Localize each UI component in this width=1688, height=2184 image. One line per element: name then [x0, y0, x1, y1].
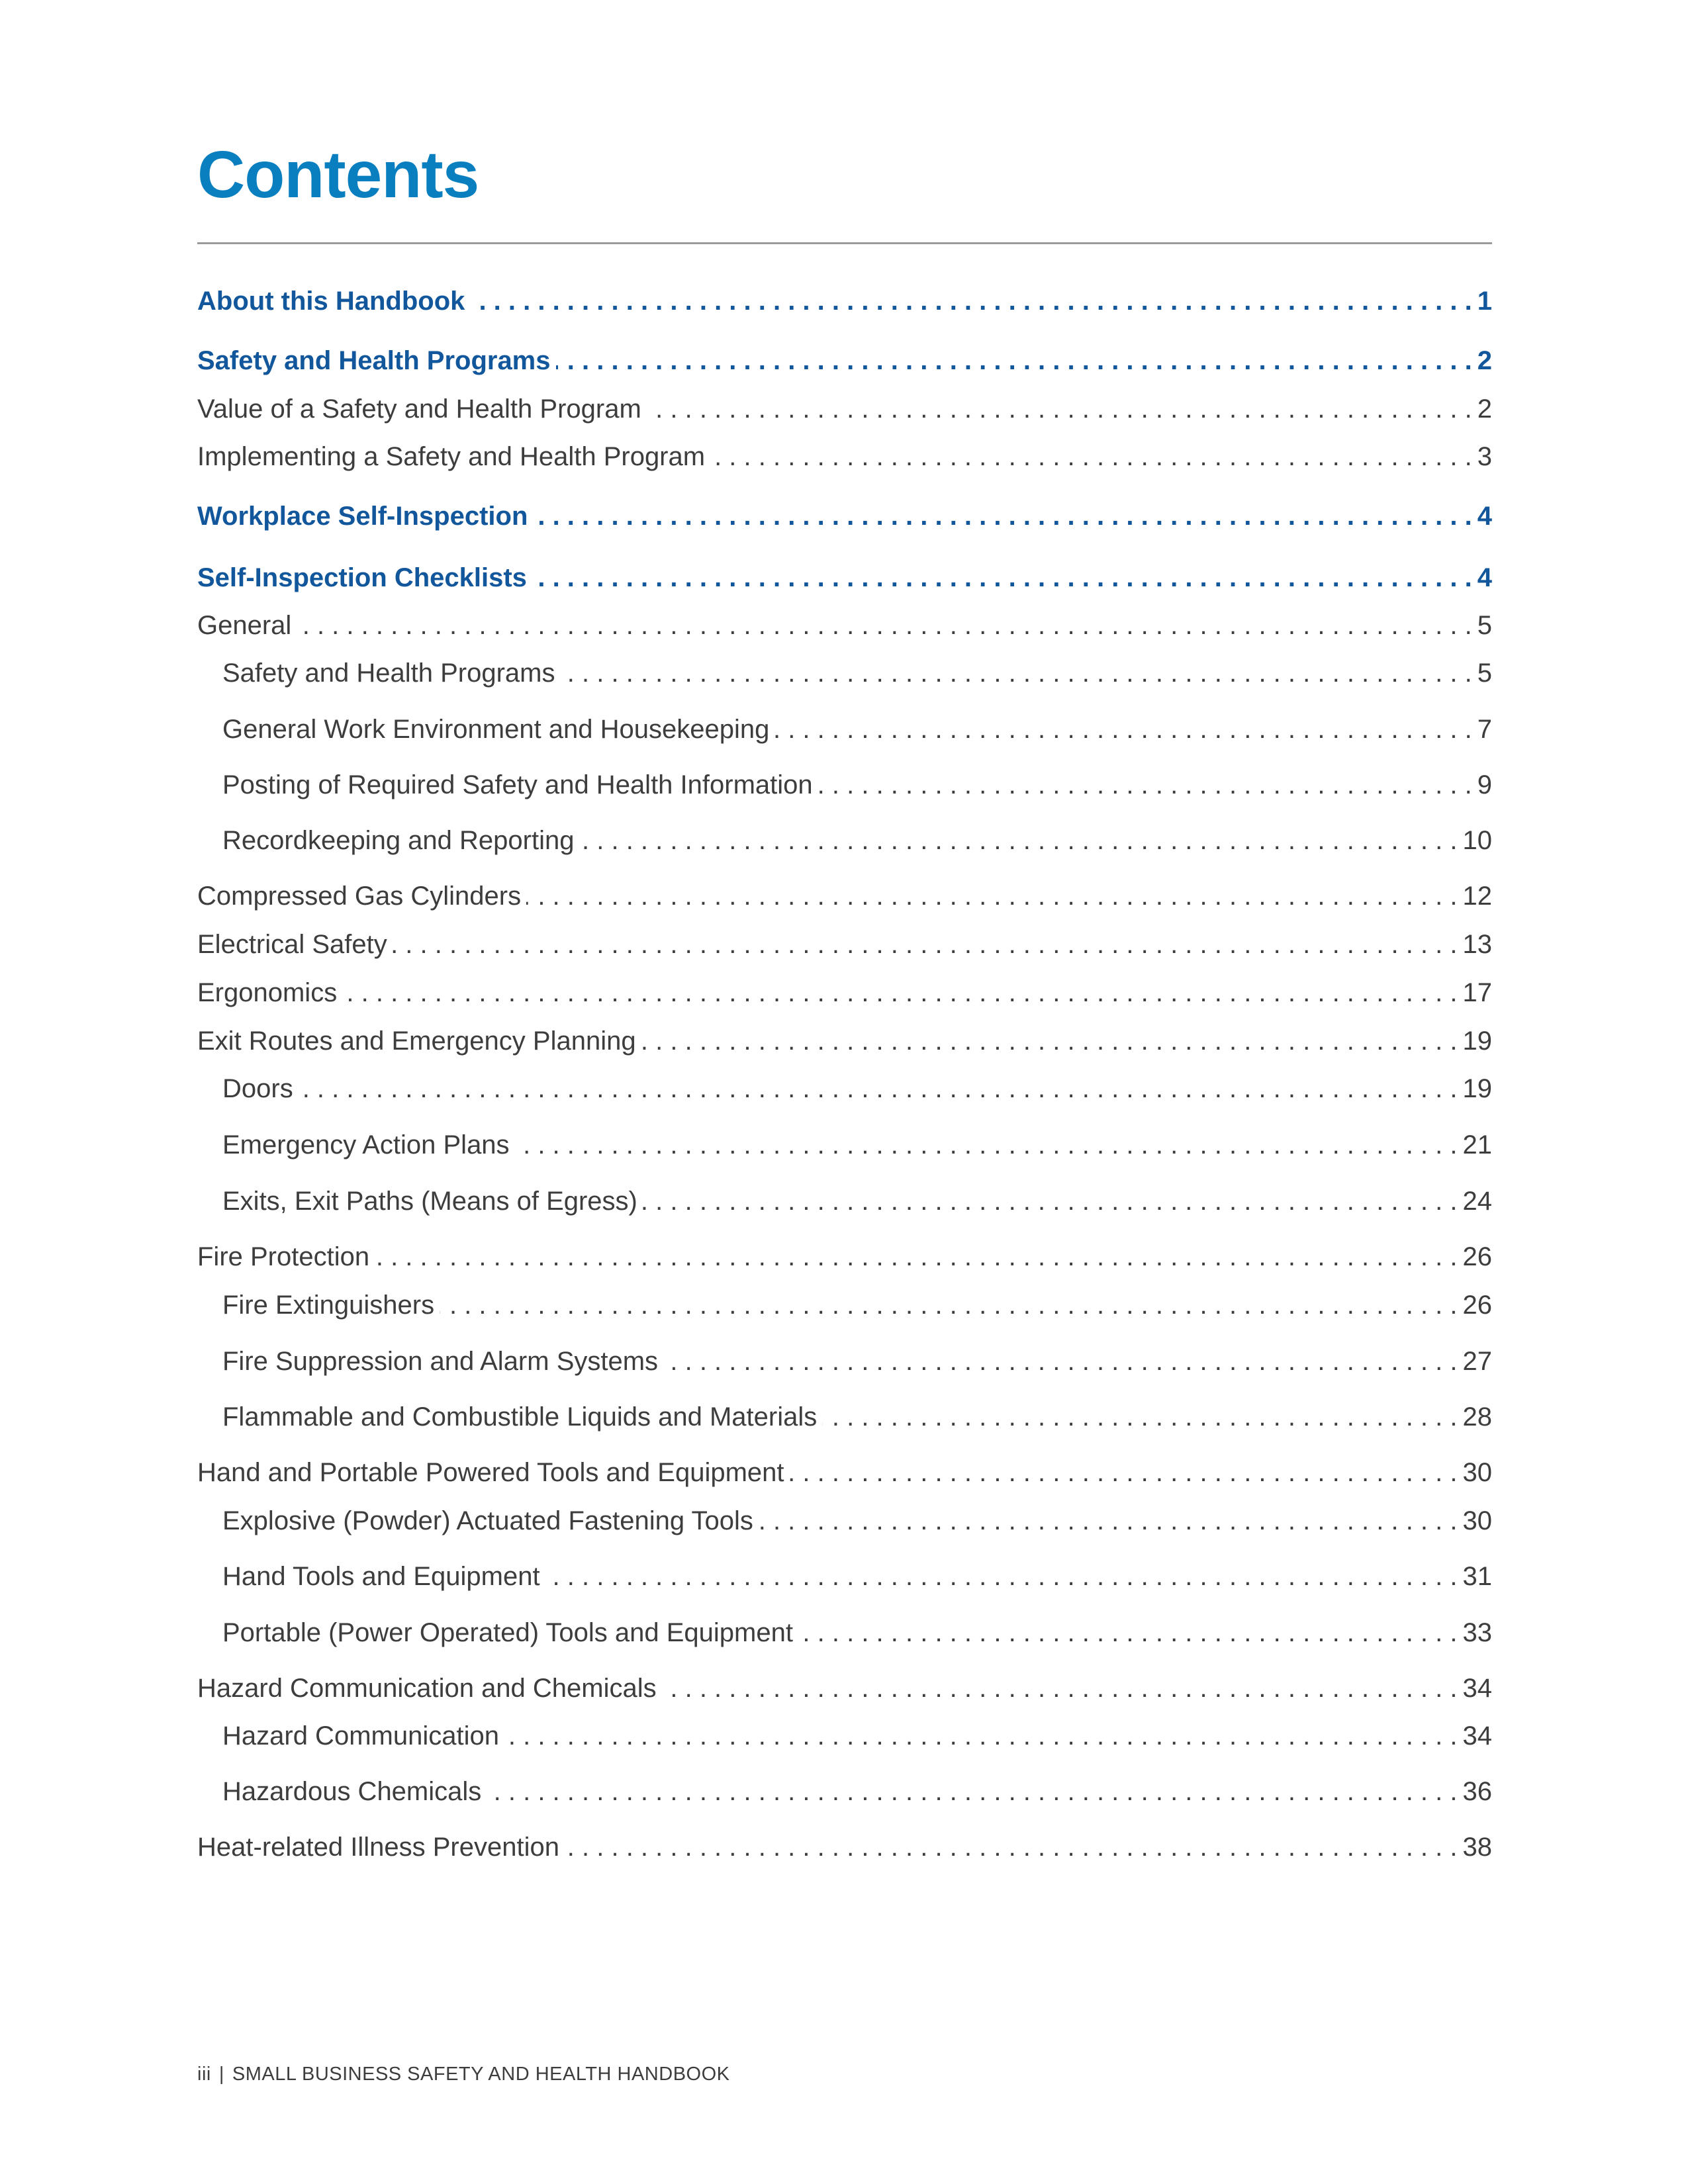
toc-page-number: 19: [1462, 1074, 1492, 1103]
toc-row[interactable]: [197, 974, 1492, 1011]
toc-page-number: 9: [1477, 770, 1492, 799]
dot-leader: [515, 1126, 1458, 1163]
toc-page-number: 38: [1462, 1833, 1492, 1862]
toc-page-number: 1: [1477, 287, 1492, 316]
toc-page-number: 3: [1477, 442, 1492, 471]
dot-leader: [556, 342, 1472, 379]
toc-row[interactable]: [197, 655, 1492, 692]
toc-page-number: 26: [1462, 1291, 1492, 1320]
dot-leader: [798, 1614, 1458, 1651]
toc-row[interactable]: [197, 1287, 1492, 1324]
toc-label: Recordkeeping and Reporting: [222, 826, 575, 855]
toc-label: Posting of Required Safety and Health Information: [222, 770, 813, 799]
toc-row[interactable]: [197, 1126, 1492, 1163]
toc-row[interactable]: [197, 1773, 1492, 1810]
toc-page-number: 34: [1462, 1674, 1492, 1703]
toc-row[interactable]: [197, 1343, 1492, 1380]
toc-label: Safety and Health Programs: [222, 659, 555, 688]
toc-label: Workplace Self-Inspection: [197, 502, 528, 531]
dot-leader: [643, 1183, 1458, 1220]
dot-leader: [375, 1238, 1457, 1275]
dot-leader: [560, 655, 1472, 692]
toc-row[interactable]: [197, 1829, 1492, 1866]
toc-row[interactable]: [197, 926, 1492, 963]
toc-page-number: 26: [1462, 1242, 1492, 1271]
toc-row[interactable]: [197, 1454, 1492, 1491]
dot-leader: [818, 766, 1472, 803]
dot-leader: [641, 1023, 1458, 1060]
toc-row[interactable]: [197, 766, 1492, 803]
dot-leader: [579, 822, 1457, 859]
toc-page-number: 12: [1462, 882, 1492, 911]
toc-label: Portable (Power Operated) Tools and Equipment: [222, 1618, 793, 1647]
toc-label: Doors: [222, 1074, 293, 1103]
toc-label: Hand Tools and Equipment: [222, 1562, 540, 1591]
toc-row[interactable]: [197, 390, 1492, 428]
dot-leader: [526, 878, 1457, 915]
toc-row[interactable]: [197, 711, 1492, 748]
toc-label: Value of a Safety and Health Program: [197, 394, 641, 424]
toc-label: Hazard Communication: [222, 1721, 499, 1751]
toc-row[interactable]: [197, 1238, 1492, 1275]
toc-page-number: 30: [1462, 1458, 1492, 1487]
footer-separator: |: [218, 2064, 224, 2085]
toc-label: Fire Extinguishers: [222, 1291, 435, 1320]
toc-label: Exits, Exit Paths (Means of Egress): [222, 1187, 637, 1216]
toc-row[interactable]: [197, 1023, 1492, 1060]
dot-leader: [662, 1670, 1458, 1707]
toc-label: Ergonomics: [197, 978, 338, 1007]
dot-leader: [533, 498, 1472, 535]
toc-row[interactable]: [197, 1398, 1492, 1435]
toc-row[interactable]: [197, 607, 1492, 644]
dot-leader: [647, 390, 1472, 428]
toc-row[interactable]: [197, 498, 1492, 535]
toc-row[interactable]: [197, 1717, 1492, 1754]
dot-leader: [393, 926, 1458, 963]
toc-page-number: 2: [1477, 394, 1492, 424]
toc-label: General Work Environment and Housekeeping: [222, 715, 770, 744]
dot-leader: [710, 438, 1472, 475]
toc-label: Heat-related Illness Prevention: [197, 1833, 559, 1862]
dot-leader: [774, 711, 1472, 748]
dot-leader: [790, 1454, 1458, 1491]
toc-page-number: 10: [1462, 826, 1492, 855]
toc-label: Implementing a Safety and Health Program: [197, 442, 706, 471]
toc-page-number: 24: [1462, 1187, 1492, 1216]
toc-page-number: 5: [1477, 659, 1492, 688]
toc-page-number: 4: [1477, 563, 1492, 592]
title-divider: [197, 242, 1492, 244]
dot-leader: [297, 607, 1472, 644]
toc-label: Explosive (Powder) Actuated Fastening Tools: [222, 1506, 753, 1535]
dot-leader: [342, 974, 1457, 1011]
page-footer: [197, 2064, 730, 2085]
toc-row[interactable]: [197, 1558, 1492, 1595]
dot-leader: [299, 1070, 1458, 1107]
toc-label: Emergency Action Plans: [222, 1130, 510, 1160]
toc-page-number: 19: [1462, 1026, 1492, 1056]
footer-page-number: iii: [197, 2064, 211, 2085]
toc-page-number: 4: [1477, 502, 1492, 531]
toc-page-number: 2: [1477, 346, 1492, 375]
toc-page-number: 13: [1462, 930, 1492, 959]
dot-leader: [822, 1398, 1457, 1435]
toc-label: Compressed Gas Cylinders: [197, 882, 522, 911]
toc-row[interactable]: [197, 438, 1492, 475]
dot-leader: [545, 1558, 1458, 1595]
toc-label: Fire Protection: [197, 1242, 370, 1271]
footer-publication-title: SMALL BUSINESS SAFETY AND HEALTH HANDBOOK: [232, 2064, 730, 2085]
toc-page-number: 36: [1462, 1777, 1492, 1806]
toc-label: Safety and Health Programs: [197, 346, 551, 375]
toc-row[interactable]: [197, 878, 1492, 915]
dot-leader: [487, 1773, 1457, 1810]
toc-row[interactable]: [197, 1502, 1492, 1539]
dot-leader: [440, 1287, 1457, 1324]
toc-row[interactable]: [197, 283, 1492, 320]
toc-row[interactable]: [197, 1614, 1492, 1651]
toc-label: Electrical Safety: [197, 930, 387, 959]
page-title: Contents: [197, 138, 479, 212]
toc-page-number: 17: [1462, 978, 1492, 1007]
toc-label: Hazardous Chemicals: [222, 1777, 482, 1806]
toc-row[interactable]: [197, 1670, 1492, 1707]
toc-page-number: 31: [1462, 1562, 1492, 1591]
toc-label: Hazard Communication and Chemicals: [197, 1674, 657, 1703]
toc-row[interactable]: [197, 1183, 1492, 1220]
toc-label: General: [197, 611, 292, 640]
toc-page-number: 27: [1462, 1347, 1492, 1376]
toc-row[interactable]: [197, 822, 1492, 859]
dot-leader: [532, 559, 1472, 596]
dot-leader: [470, 283, 1472, 320]
toc-row[interactable]: [197, 1070, 1492, 1107]
toc-page-number: 34: [1462, 1721, 1492, 1751]
dot-leader: [565, 1829, 1458, 1866]
toc-page-number: 30: [1462, 1506, 1492, 1535]
toc-label: About this Handbook: [197, 287, 465, 316]
toc-row[interactable]: [197, 342, 1492, 379]
dot-leader: [759, 1502, 1458, 1539]
toc-label: Fire Suppression and Alarm Systems: [222, 1347, 659, 1376]
toc-page-number: 7: [1477, 715, 1492, 744]
dot-leader: [504, 1717, 1458, 1754]
toc-label: Self-Inspection Checklists: [197, 563, 527, 592]
toc-row[interactable]: [197, 559, 1492, 596]
toc-page-number: 33: [1462, 1618, 1492, 1647]
toc-page-number: 21: [1462, 1130, 1492, 1160]
toc-page-number: 5: [1477, 611, 1492, 640]
toc-page-number: 28: [1462, 1402, 1492, 1432]
toc-label: Flammable and Combustible Liquids and Materials: [222, 1402, 818, 1432]
dot-leader: [663, 1343, 1457, 1380]
toc-label: Exit Routes and Emergency Planning: [197, 1026, 636, 1056]
toc-label: Hand and Portable Powered Tools and Equipment: [197, 1458, 784, 1487]
